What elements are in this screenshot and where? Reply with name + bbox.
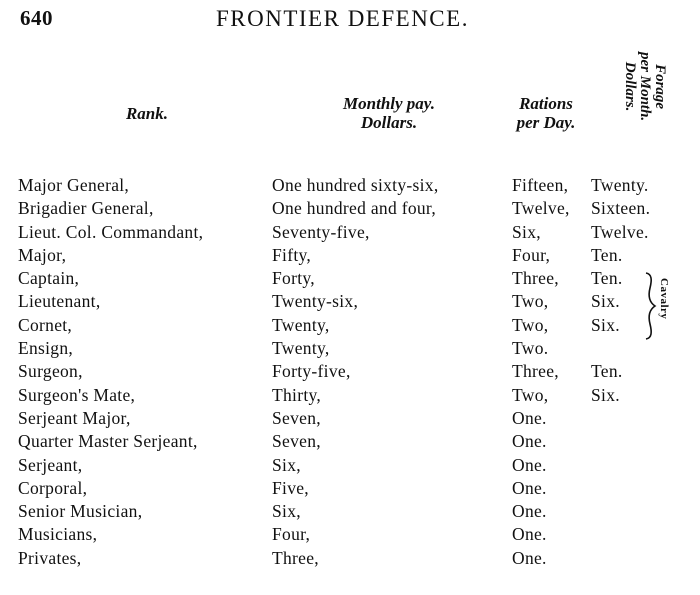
forage-cell: Six. bbox=[591, 384, 620, 405]
forage-cell: Sixteen. bbox=[591, 198, 651, 219]
forage-cell: Ten. bbox=[591, 361, 623, 382]
pay-cell: Forty, bbox=[272, 268, 315, 289]
rations-cell: One. bbox=[512, 454, 547, 475]
pay-cell: Four, bbox=[272, 524, 311, 545]
forage-cell: Ten. bbox=[591, 268, 623, 289]
table-row bbox=[0, 174, 700, 197]
forage-cell: Twenty. bbox=[591, 175, 649, 195]
table-row bbox=[0, 267, 700, 290]
cavalry-label: Cavalry bbox=[658, 278, 670, 320]
pay-cell: One hundred sixty-six, bbox=[272, 175, 439, 195]
table-row bbox=[0, 500, 700, 523]
rank-cell: Surgeon, bbox=[18, 361, 83, 382]
rank-cell: Musicians, bbox=[18, 524, 98, 545]
rank-cell: Major General, bbox=[18, 175, 130, 195]
pay-cell: Twenty-six, bbox=[272, 291, 359, 312]
rations-cell: Two, bbox=[512, 314, 549, 335]
table-row bbox=[0, 523, 700, 546]
rations-cell: Three, bbox=[512, 268, 559, 289]
pay-cell: Forty-five, bbox=[272, 361, 351, 382]
rank-cell: Senior Musician, bbox=[18, 501, 143, 522]
table-row bbox=[0, 337, 700, 360]
rations-cell: Two. bbox=[512, 338, 549, 359]
column-header-forage bbox=[622, 52, 667, 121]
table-row bbox=[0, 430, 700, 453]
rations-cell: One. bbox=[512, 477, 547, 498]
table-row bbox=[0, 221, 700, 244]
table-row bbox=[0, 360, 700, 383]
pay-table-body bbox=[0, 174, 700, 570]
rank-cell: Corporal, bbox=[18, 477, 88, 498]
pay-cell: Three, bbox=[272, 547, 319, 568]
table-row bbox=[0, 290, 700, 313]
rations-cell: One. bbox=[512, 431, 547, 452]
rank-cell: Quarter Master Serjeant, bbox=[18, 431, 198, 452]
rank-cell: Serjeant Major, bbox=[18, 407, 131, 428]
table-row bbox=[0, 407, 700, 430]
rank-cell: Lieutenant, bbox=[18, 291, 101, 312]
forage-cell: Twelve. bbox=[591, 221, 649, 242]
page-number: 640 bbox=[20, 6, 53, 30]
rations-cell: Three, bbox=[512, 361, 559, 382]
rank-cell: Major, bbox=[18, 244, 67, 265]
rations-cell: Twelve, bbox=[512, 198, 570, 219]
column-header-rations bbox=[504, 94, 588, 132]
column-header-forage-line2: per Month. bbox=[637, 52, 653, 122]
rations-cell: Fifteen, bbox=[512, 175, 569, 195]
rank-cell: Lieut. Col. Commandant, bbox=[18, 221, 204, 242]
pay-cell: One hundred and four, bbox=[272, 198, 437, 219]
pay-cell: Fifty, bbox=[272, 244, 312, 265]
pay-cell: Six, bbox=[272, 501, 301, 522]
column-header-rations-line2: per Day. bbox=[516, 113, 576, 132]
forage-cell: Six. bbox=[591, 291, 620, 312]
table-row bbox=[0, 547, 700, 570]
rank-cell: Brigadier General, bbox=[18, 198, 154, 219]
table-row bbox=[0, 197, 700, 220]
column-header-pay-line1: Monthly pay. bbox=[343, 94, 435, 113]
pay-cell: Thirty, bbox=[272, 384, 322, 405]
column-header-pay-line2: Dollars. bbox=[360, 113, 418, 132]
column-header-rations-line1: Rations bbox=[519, 94, 573, 113]
curly-brace-icon bbox=[643, 272, 657, 340]
forage-cell: Six. bbox=[591, 314, 620, 335]
pay-cell: Six, bbox=[272, 454, 301, 475]
pay-cell: Twenty, bbox=[272, 338, 330, 359]
table-row bbox=[0, 454, 700, 477]
rations-cell: One. bbox=[512, 547, 547, 568]
column-header-forage-line3: Dollars. bbox=[622, 61, 638, 112]
rank-cell: Cornet, bbox=[18, 314, 73, 335]
rations-cell: One. bbox=[512, 407, 547, 428]
rank-cell: Ensign, bbox=[18, 338, 74, 359]
rations-cell: One. bbox=[512, 501, 547, 522]
rations-cell: Two, bbox=[512, 384, 549, 405]
rations-cell: One. bbox=[512, 524, 547, 545]
pay-cell: Seven, bbox=[272, 431, 321, 452]
rank-cell: Serjeant, bbox=[18, 454, 83, 475]
table-row bbox=[0, 477, 700, 500]
running-head: FRONTIER DEFENCE. bbox=[216, 6, 469, 31]
pay-cell: Seventy-five, bbox=[272, 221, 370, 242]
rations-cell: Four, bbox=[512, 244, 551, 265]
pay-cell: Seven, bbox=[272, 407, 321, 428]
column-header-forage-line1: Forage bbox=[652, 64, 668, 110]
rank-cell: Privates, bbox=[18, 547, 82, 568]
table-row bbox=[0, 244, 700, 267]
pay-cell: Five, bbox=[272, 477, 309, 498]
column-header-rank-label: Rank. bbox=[125, 104, 169, 123]
rank-cell: Captain, bbox=[18, 268, 80, 289]
column-header-pay bbox=[322, 94, 456, 132]
column-header-rank bbox=[112, 104, 182, 123]
rank-cell: Surgeon's Mate, bbox=[18, 384, 136, 405]
table-row bbox=[0, 384, 700, 407]
rations-cell: Two, bbox=[512, 291, 549, 312]
pay-cell: Twenty, bbox=[272, 314, 330, 335]
forage-cell: Ten. bbox=[591, 244, 623, 265]
rations-cell: Six, bbox=[512, 221, 541, 242]
table-row bbox=[0, 314, 700, 337]
